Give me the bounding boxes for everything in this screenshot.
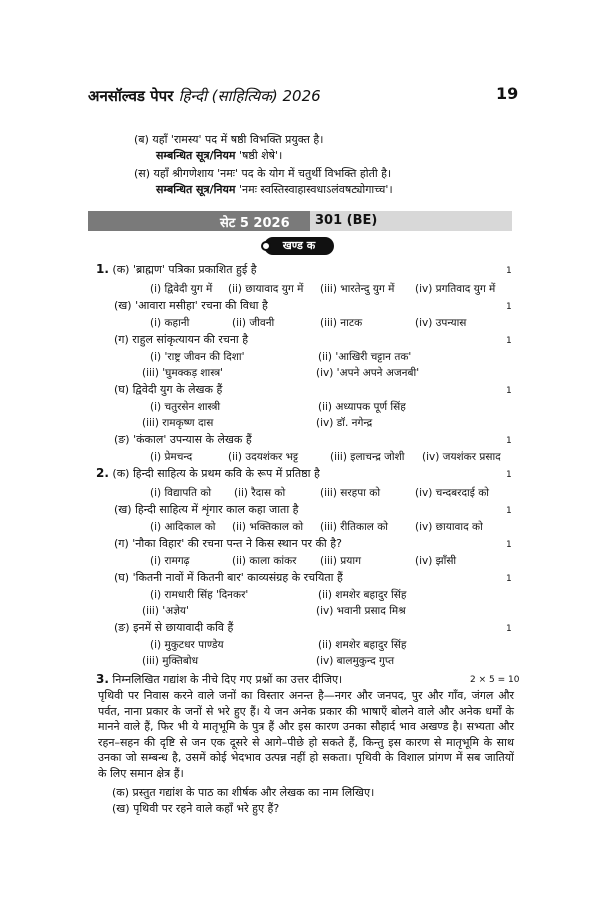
- option: (i) विद्यापति को: [150, 487, 212, 499]
- marks: 1: [506, 574, 512, 584]
- option: (i) मुकुटधर पाण्डेय: [150, 639, 224, 651]
- question-2b: (ख) हिन्दी साहित्य में शृंगार काल कहा जाता है: [114, 503, 299, 516]
- option: (iii) 'घुमक्कड़ शास्त्र': [142, 367, 224, 379]
- option: (iv) झाँसी: [415, 555, 457, 567]
- question-1c: (ग) राहुल सांकृत्यायन की रचना है: [114, 333, 249, 346]
- option: (ii) शमशेर बहादुर सिंह: [318, 589, 407, 601]
- option: (iii) रीतिकाल को: [320, 521, 389, 533]
- rule-label: सम्बन्धित सूत्र/नियम: [156, 183, 236, 196]
- marks: 1: [506, 336, 512, 346]
- question-1a: [96, 262, 257, 277]
- option: (iv) चन्दबरदाई को: [415, 487, 490, 499]
- q3-sub-a: (क) प्रस्तुत गद्यांश के पाठ का शीर्षक और लेखक का नाम लिखिए।: [112, 786, 375, 799]
- section-badge: [264, 237, 334, 255]
- q3-sub-b: (ख) पृथिवी पर रहने वाले कहाँ भरे हुए हैं?: [112, 802, 280, 815]
- option: (ii) जीवनी: [232, 317, 275, 329]
- prev-answer-s: [134, 166, 514, 198]
- paper-code: 301 (BE): [315, 213, 378, 228]
- bullet-icon: [261, 241, 271, 251]
- question-number: 1.: [96, 262, 109, 276]
- question-1d: (घ) द्विवेदी युग के लेखक हैं: [114, 383, 223, 396]
- passage: पृथिवी पर निवास करने वाले जनों का विस्तार अनन्त है—नगर और जनपद, पुर और गाँव, जंगल और पर्वत, नाना प्रकार के जनों से भरे हुए हैं। ये जन अनेक प्रकार की भाषाएँ बोलने वाले और अनेक धर्मों के मानने वाले हैं, फिर भी ये मातृभूमि के पुत्र हैं और इस कारण उनका सौहार्द भाव अखण्ड है। सभ्यता और रहन–सहन की दृष्टि से जन एक दूसरे से आगे–पीछे हो सकते हैं, किन्तु इस कारण से मातृभूमि के साथ उनका जो सम्बन्ध है, उसमें कोई भेदभाव उत्पन्न नहीं हो सकता। पृथिवी के विशाल प्रांगण में सब जातियों के लिए समान क्षेत्र हैं।: [98, 689, 514, 780]
- question-3: [96, 672, 342, 687]
- marks: 1: [506, 302, 512, 312]
- option: (iii) सरहपा को: [320, 487, 381, 499]
- question-2e: (ङ) इनमें से छायावादी कवि हैं: [114, 621, 234, 634]
- option: (iv) बालमुकुन्द गुप्त: [316, 655, 395, 667]
- section-label: खण्ड क: [282, 239, 316, 252]
- option: (i) आदिकाल को: [150, 521, 216, 533]
- option: (ii) शमशेर बहादुर सिंह: [318, 639, 407, 651]
- question-2c: (ग) 'नौका विहार' की रचना पन्त ने किस स्थान पर की है?: [114, 537, 342, 550]
- rule-text: 'षष्ठी शेषे'।: [239, 149, 283, 162]
- option: (ii) उदयशंकर भट्ट: [228, 451, 299, 463]
- q3-marks: 2 × 5 = 10: [470, 675, 520, 685]
- marks: 1: [506, 436, 512, 446]
- marks: 1: [506, 624, 512, 634]
- question-text: निम्नलिखित गद्यांश के नीचे दिए गए प्रश्नों का उत्तर दीजिए।: [112, 673, 343, 686]
- marks: 1: [506, 386, 512, 396]
- question-1e: (ङ) 'कंकाल' उपन्यास के लेखक हैं: [114, 433, 252, 446]
- option: (iii) 'अज्ञेय': [142, 605, 189, 617]
- marks: 1: [506, 470, 512, 480]
- question-1b: (ख) 'आवारा मसीहा' रचना की विधा है: [114, 299, 268, 312]
- page-number: 19: [496, 84, 519, 103]
- option: (iv) डॉ. नगेन्द्र: [316, 417, 373, 429]
- rule-label: सम्बन्धित सूत्र/नियम: [156, 149, 236, 162]
- option: (iii) इलाचन्द्र जोशी: [330, 451, 405, 463]
- option: (iii) रामकृष्ण दास: [142, 417, 214, 429]
- option: (ii) भक्तिकाल को: [232, 521, 304, 533]
- option: (iv) उपन्यास: [415, 317, 467, 329]
- prev-b-rule: [134, 148, 514, 164]
- option: (i) रामधारी सिंह 'दिनकर': [150, 589, 249, 601]
- marks: 1: [506, 506, 512, 516]
- option: (i) प्रेमचन्द: [150, 451, 193, 463]
- question-number: 3.: [96, 672, 109, 686]
- question-number: 2.: [96, 466, 109, 480]
- header-title: अनसॉल्वड पेपर: [88, 87, 174, 105]
- option: (ii) 'आखिरी चट्टान तक': [318, 351, 412, 363]
- prev-s-rule: [134, 182, 514, 198]
- prev-b-text: (ब) यहाँ 'रामस्य' पद में षष्ठी विभक्ति प्रयुक्त है।: [134, 133, 324, 146]
- option: (i) द्विवेदी युग में: [150, 283, 213, 295]
- question-2a: [96, 466, 320, 481]
- option: (i) कहानी: [150, 317, 190, 329]
- option: (iii) नाटक: [320, 317, 363, 329]
- option: (iv) छायावाद को: [415, 521, 483, 533]
- question-text: (क) हिन्दी साहित्य के प्रथम कवि के रूप में प्रतिष्ठा है: [112, 467, 320, 480]
- prev-s-text: (स) यहाँ श्रीगणेशाय 'नमः' पद के योग में चतुर्थी विभक्ति होती है।: [134, 167, 392, 180]
- prev-answer-b: [134, 132, 514, 164]
- option: (ii) काला कांकर: [232, 555, 297, 567]
- marks: 1: [506, 266, 512, 276]
- option: (ii) अध्यापक पूर्ण सिंह: [318, 401, 406, 413]
- running-header: [88, 86, 321, 106]
- option: (i) चतुरसेन शास्त्री: [150, 401, 221, 413]
- option: (iii) भारतेन्दु युग में: [320, 283, 395, 295]
- option: (iv) जयशंकर प्रसाद: [422, 451, 501, 463]
- option: (iv) प्रगतिवाद युग में: [415, 283, 496, 295]
- option: (iii) प्रयाग: [320, 555, 361, 567]
- option: (ii) रैदास को: [234, 487, 286, 499]
- header-subtitle: हिन्दी (साहित्यिक) 2026: [178, 87, 321, 105]
- option: (iii) मुक्तिबोध: [142, 655, 199, 667]
- option: (iv) 'अपने अपने अजनबी': [316, 367, 420, 379]
- question-2d: (घ) 'कितनी नावों में कितनी बार' काव्यसंग्रह के रचयिता हैं: [114, 571, 343, 584]
- option: (ii) छायावाद युग में: [228, 283, 304, 295]
- option: (i) 'राष्ट्र जीवन की दिशा': [150, 351, 245, 363]
- option: (i) रामगढ़: [150, 555, 190, 567]
- option: (iv) भवानी प्रसाद मिश्र: [316, 605, 406, 617]
- question-text: (क) 'ब्राह्मण' पत्रिका प्रकाशित हुई है: [112, 263, 257, 276]
- marks: 1: [506, 540, 512, 550]
- set-title: सेट 5 2026: [220, 216, 290, 231]
- rule-text: 'नमः स्वस्तिस्वाहास्वधाऽलंवषट्योगाच्च'।: [239, 183, 393, 196]
